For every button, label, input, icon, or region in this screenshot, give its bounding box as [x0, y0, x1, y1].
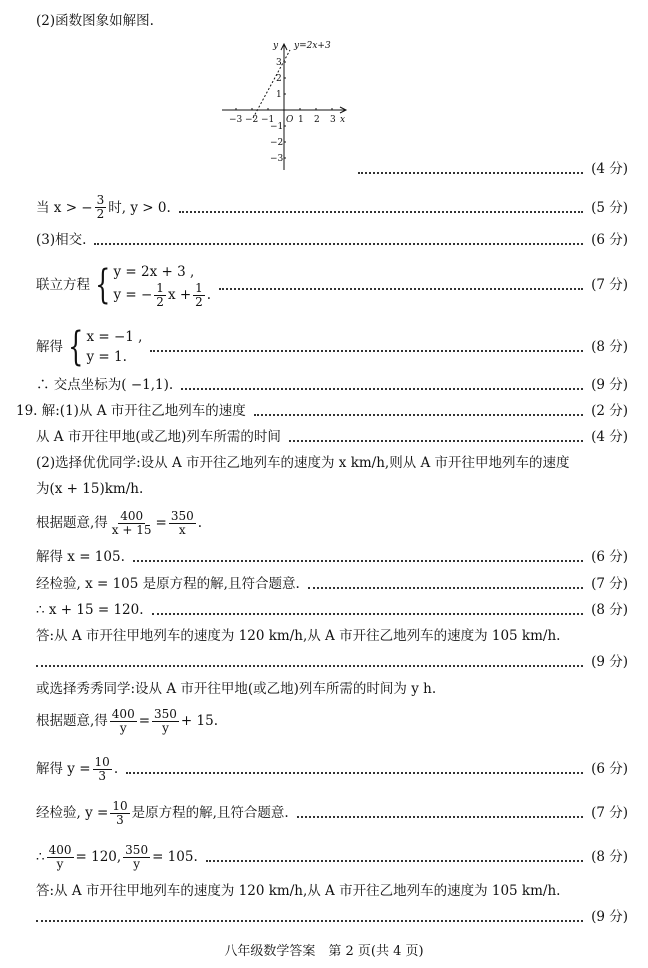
- x-tick: 1: [298, 115, 304, 125]
- text: 联立方程: [36, 277, 90, 293]
- text: 当 x > −: [36, 199, 93, 216]
- score: (9 分): [591, 654, 628, 670]
- brace: {: [68, 324, 84, 370]
- text: ∴: [36, 849, 45, 865]
- line-q19-answer1: [36, 627, 628, 645]
- dot-leader: [133, 560, 583, 562]
- denominator: 2: [195, 294, 203, 309]
- numerator: 350: [125, 842, 149, 857]
- dot-leader: [181, 388, 583, 390]
- y-tick: −1: [270, 122, 284, 132]
- score: (2 分): [591, 403, 628, 419]
- dot-leader: [254, 414, 583, 416]
- fraction: [154, 282, 166, 309]
- text: 答:从 A 市开往甲地列车的速度为 120 km/h,从 A 市开往乙地列车的速度为 105 km/h.: [36, 883, 561, 899]
- dot-leader: [94, 243, 583, 245]
- dot-leader: [179, 211, 583, 213]
- text: 解得: [36, 339, 63, 355]
- y-tick: −2: [270, 138, 284, 148]
- dot-leader: [206, 860, 583, 862]
- denominator: x + 15: [111, 522, 152, 537]
- denominator: 3: [116, 812, 124, 827]
- denominator: 3: [98, 768, 106, 783]
- question-number: 19. 解:(1)从 A 市开往乙地列车的速度: [16, 403, 246, 419]
- line-q19-equation2: [36, 704, 628, 738]
- numerator: 350: [154, 706, 177, 721]
- y-tick: −3: [270, 154, 284, 164]
- line-q19-answer2-score: [36, 908, 628, 926]
- score: (9 分): [591, 377, 628, 393]
- dot-leader: [358, 172, 583, 174]
- numerator: 400: [120, 508, 144, 523]
- numerator: 350: [170, 508, 194, 523]
- x-tick: −1: [261, 115, 275, 125]
- text: ∴ 交点坐标为( −1,1).: [36, 377, 174, 393]
- dot-leader: [36, 920, 583, 922]
- text: 从 A 市开往甲地(或乙地)列车所需的时间: [36, 429, 281, 445]
- origin-label: O: [286, 115, 294, 125]
- text: (2)选择优优同学:设从 A 市开往乙地列车的速度为 x km/h,则从 A 市开往甲地列车的速度: [36, 455, 570, 471]
- line-q19-time: [36, 428, 628, 446]
- score: (7 分): [591, 805, 628, 821]
- y-tick: 2: [276, 74, 282, 84]
- fraction: [169, 510, 196, 537]
- numerator: 1: [195, 280, 203, 295]
- equation: y = 2x + 3 ,: [113, 263, 195, 280]
- text: .: [206, 287, 212, 303]
- text: y = −: [113, 287, 153, 303]
- line-intersection-point: [36, 376, 628, 394]
- text: 是原方程的解,且符合题意.: [131, 805, 289, 821]
- line-q19-answer2: [36, 882, 628, 900]
- denominator: 2: [96, 207, 105, 221]
- brace: {: [95, 262, 111, 308]
- fraction: [95, 194, 107, 221]
- x-tick: 2: [314, 115, 320, 125]
- text: 为(x + 15)km/h.: [36, 481, 144, 497]
- y-tick: 3: [276, 58, 282, 68]
- denominator: y: [119, 720, 127, 735]
- score: (4 分): [591, 161, 628, 177]
- text: 经检验, x = 105 是原方程的解,且符合题意.: [36, 576, 300, 592]
- line-intersect: [36, 231, 628, 249]
- line-q19-choice-youyou: [36, 454, 628, 472]
- text: 解得 x = 105.: [36, 549, 125, 565]
- text: 根据题意,得: [36, 713, 108, 729]
- line-system: [36, 262, 628, 308]
- score: (7 分): [591, 277, 628, 293]
- text: 或选择秀秀同学:设从 A 市开往甲地(或乙地)列车所需的时间为 y h.: [36, 681, 437, 697]
- score: (6 分): [591, 549, 628, 565]
- numerator: 400: [111, 706, 135, 721]
- text: = 120,: [75, 849, 122, 865]
- x-tick: −2: [245, 115, 259, 125]
- denominator: x: [178, 522, 186, 537]
- text: 经检验, y =: [36, 805, 109, 821]
- score: (8 分): [591, 602, 628, 618]
- denominator: y: [56, 856, 64, 871]
- score: (6 分): [591, 232, 628, 248]
- equation: y = 1.: [86, 349, 127, 365]
- fraction: [47, 844, 74, 871]
- denominator: y: [133, 856, 141, 871]
- dot-leader: [126, 772, 583, 774]
- fraction: [123, 844, 150, 871]
- fraction: [152, 708, 179, 735]
- numerator: 10: [94, 754, 110, 769]
- equation: [113, 282, 211, 309]
- x-tick: −3: [229, 115, 243, 125]
- numerator: 1: [156, 280, 164, 295]
- denominator: 2: [156, 294, 164, 309]
- denominator: y: [162, 720, 169, 735]
- text: (3)相交.: [36, 232, 87, 248]
- text: = 105.: [152, 849, 198, 865]
- line-solution: [36, 326, 628, 368]
- dot-leader: [308, 587, 583, 589]
- score: (6 分): [591, 761, 628, 777]
- fraction: [110, 708, 137, 735]
- score: (8 分): [591, 849, 628, 865]
- line-q19-calc1: [36, 601, 628, 619]
- score: (9 分): [591, 909, 628, 925]
- text: ∴ x + 15 = 120.: [36, 602, 144, 618]
- equation-system: [63, 324, 143, 370]
- function-label: y=2x+3: [294, 41, 331, 51]
- line-q19-check2: [36, 796, 628, 830]
- text: =: [138, 713, 151, 729]
- dot-leader: [219, 288, 583, 290]
- text: 时, y > 0.: [108, 199, 171, 216]
- dot-leader: [289, 440, 583, 442]
- text: =: [155, 515, 167, 531]
- line-q19-equation1: [36, 506, 628, 540]
- score: (8 分): [591, 339, 628, 355]
- text: 解得 y =: [36, 761, 91, 777]
- y-tick: 1: [276, 90, 282, 100]
- line-q19-answer1-score: [36, 653, 628, 671]
- line-graph-intro: [36, 12, 628, 30]
- fraction: [93, 756, 112, 783]
- dot-leader: [152, 613, 584, 615]
- line-q19-check1: [36, 575, 628, 593]
- line-graph-score: [350, 160, 628, 178]
- line-q19-calc2: [36, 840, 628, 874]
- line-q19-solve2: [36, 752, 628, 786]
- equation: x = −1 ,: [86, 329, 143, 345]
- y-axis-label: y: [273, 41, 279, 51]
- x-tick: 3: [330, 115, 336, 125]
- score: (4 分): [591, 429, 628, 445]
- line-q19-choice-xiuxiu: [36, 680, 628, 698]
- text: 答:从 A 市开往甲地列车的速度为 120 km/h,从 A 市开往乙地列车的速度为 105 km/h.: [36, 628, 561, 644]
- line-condition: [36, 194, 628, 221]
- numerator: 3: [96, 193, 105, 207]
- fraction: [110, 510, 154, 537]
- numerator: 10: [112, 798, 128, 813]
- text: .: [197, 515, 203, 531]
- line-q19-part1: [16, 402, 628, 420]
- dot-leader: [150, 350, 583, 352]
- equation-system: [90, 262, 211, 309]
- fraction: [110, 800, 129, 827]
- text: x +: [167, 287, 192, 303]
- text: (2)函数图象如解图.: [36, 13, 154, 29]
- text: + 15.: [180, 713, 218, 729]
- text: .: [113, 761, 119, 777]
- fraction: [193, 282, 205, 309]
- score: (5 分): [591, 199, 628, 216]
- dot-leader: [297, 816, 583, 818]
- score: (7 分): [591, 576, 628, 592]
- text: 根据题意,得: [36, 515, 108, 531]
- function-graph: [218, 38, 354, 178]
- numerator: 400: [48, 842, 72, 857]
- page-footer: 八年级数学答案 第 2 页(共 4 页): [224, 944, 424, 959]
- dot-leader: [36, 665, 583, 667]
- x-axis-label: x: [340, 115, 346, 125]
- line-q19-solve1: [36, 548, 628, 566]
- line-q19-speed-expr: [36, 480, 628, 498]
